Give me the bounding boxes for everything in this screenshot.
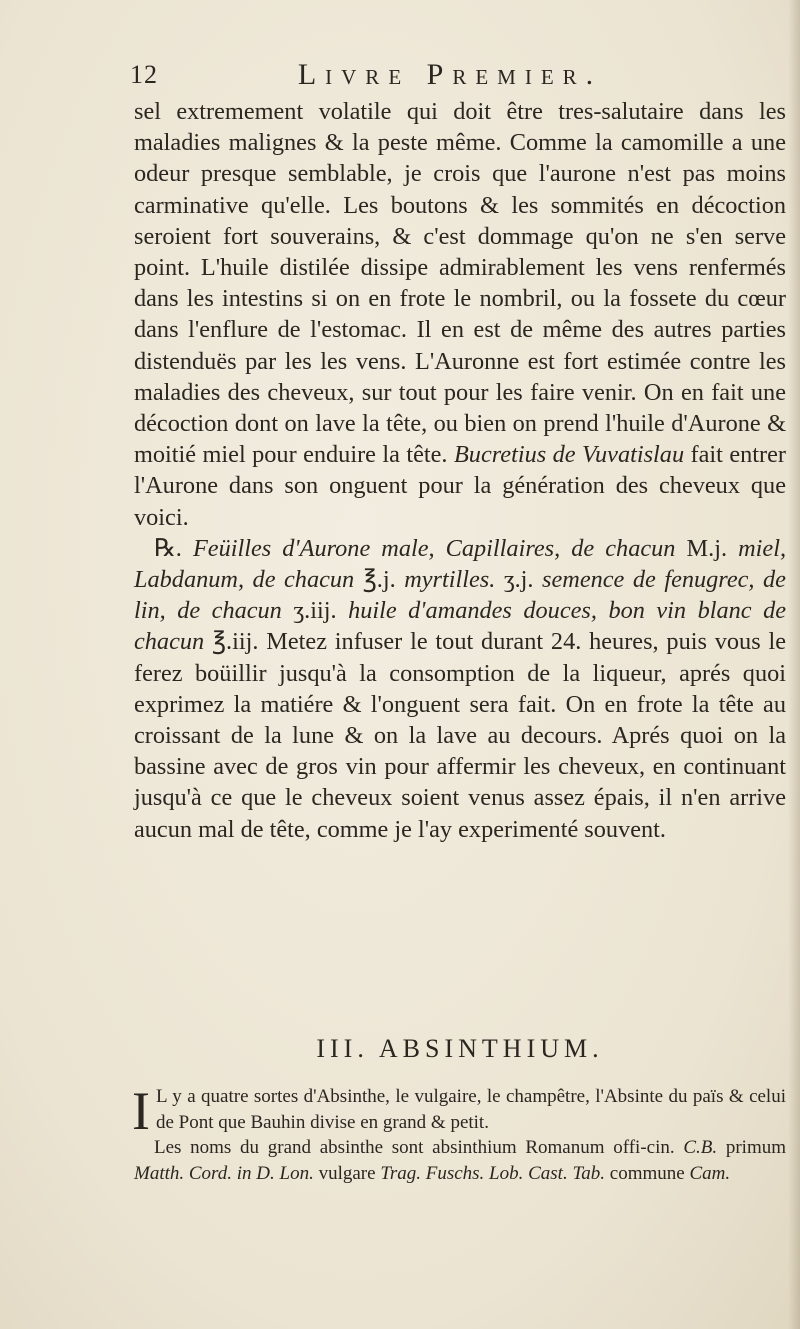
absinthium-intro bbox=[132, 1081, 786, 1141]
recipe-paragraph bbox=[134, 533, 786, 845]
main-text bbox=[134, 96, 786, 845]
recipe-quantity: ℥.j. bbox=[362, 566, 396, 594]
recipe-ingredient: miel, Labdanum, de chacun bbox=[134, 534, 787, 594]
recipe-ingredient: myrtilles. bbox=[404, 566, 496, 594]
absinthium-names bbox=[134, 1135, 786, 1186]
author-reference: Bucretius de Vuvatislau bbox=[453, 441, 685, 469]
paragraph-text-end: fait entrer l'Aurone dans son onguent pour la génération des cheveux que voici. bbox=[134, 441, 786, 531]
names-text: primum bbox=[725, 1137, 787, 1158]
recipe-ingredient: huile d'amandes douces, bon vin blanc de chacun bbox=[134, 597, 787, 656]
page-header bbox=[130, 60, 770, 96]
reference: Matth. Cord. in D. Lon. bbox=[134, 1162, 314, 1184]
intro-text: L y a quatre sortes d'Absinthe, le vulgaire, le champêtre, l'Absinte du païs & celui de Pont que Bauhin divise en grand & petit. bbox=[155, 1086, 786, 1133]
paragraph-text: sel extremement volatile qui doit être tres-salutaire dans les maladies malignes & la peste même. Comme la camomille a une odeur presque semblable, je crois que l'aurone n'est pas moins carminative qu'elle. Les boutons & les sommités en décoction seroient fort souverains, & c'est dommage qu'on ne s'en serve point. L'huile distilée dissipe admirablement les vens renfermés dans les intestins si on en frote le nombril, ou la fossete du cœur dans l'enflure de l'estomac. Il en est de même des autres parties distenduës par les les vens. L'Auronne est fort estimée contre les maladies des cheveux, sur tout pour les faire venir. On en fait une décoction dont on lave la tête, ou bien on prend l'huile d'Aurone & moitié miel pour enduire la tête. bbox=[134, 98, 786, 469]
recipe-quantity: ʒ.iij. bbox=[293, 597, 337, 625]
page-number: 12 bbox=[130, 60, 158, 89]
names-text: vulgare bbox=[318, 1162, 376, 1184]
section-title: III. ABSINTHIUM. bbox=[316, 1034, 604, 1063]
names-text: Les noms du grand absinthe sont absinthium Romanum offi-cin. bbox=[154, 1137, 675, 1158]
reference: Trag. Fuschs. Lob. Cast. Tab. bbox=[380, 1162, 606, 1184]
recipe-quantity: M.j. bbox=[686, 534, 728, 562]
names-text: commune bbox=[609, 1162, 685, 1184]
recipe-ingredient: Feüilles d'Aurone male, Capillaires, de chacun bbox=[192, 534, 676, 562]
recipe-symbol: ℞. bbox=[154, 534, 182, 562]
recipe-quantity: ʒ.j. bbox=[503, 566, 534, 594]
recipe-instructions: Metez infuser le tout durant 24. heures, puis vous le ferez boüillir jusqu'à la consomption de la liqueur, aprés quoi exprimez la matiére & l'onguent sera fait. On en frote la tête au croissant de la lune & on la lave au decours. Aprés quoi on la bassine avec de gros vin pour affermir les cheveux, en continuant jusqu'à ce que le cheveux soient venus assez épais, il n'en arrive aucun mal de tête, comme je l'ay experimenté souvent. bbox=[134, 628, 787, 843]
paragraph-aurone bbox=[134, 96, 786, 533]
drop-cap: I bbox=[132, 1081, 150, 1141]
reference: C.B. bbox=[683, 1137, 718, 1158]
absinthium-text bbox=[132, 1081, 787, 1186]
recipe-quantity: ℥.iij. bbox=[212, 628, 259, 656]
running-head: Livre Premier. bbox=[297, 58, 603, 91]
recipe-ingredient: semence de fenugrec, de lin, de chacun bbox=[134, 566, 786, 625]
reference: Cam. bbox=[689, 1162, 731, 1184]
page-edge-shadow bbox=[788, 0, 800, 1329]
